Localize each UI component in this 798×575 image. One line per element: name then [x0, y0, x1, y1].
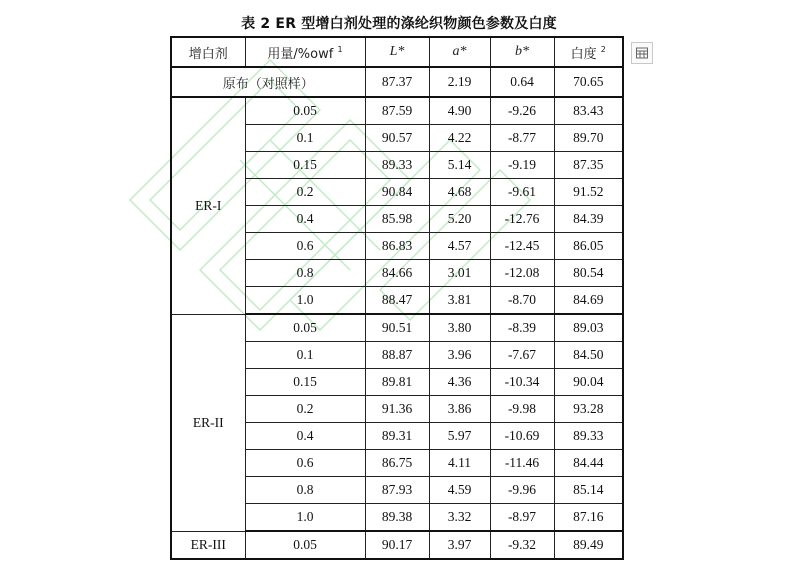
baseline-whiteness: 70.65: [554, 67, 623, 97]
table-title: 表 2 ER 型增白剂处理的涤纶织物颜色参数及白度: [241, 16, 557, 32]
cell-b: -10.34: [490, 369, 554, 396]
cell-dose: 0.05: [245, 531, 365, 559]
cell-a: 3.86: [429, 396, 490, 423]
header-agent: 增白剂: [171, 37, 245, 67]
header-whiteness: 白度 $^2$: [554, 37, 623, 67]
cell-dose: 1.0: [245, 504, 365, 532]
cell-a: 5.20: [429, 206, 490, 233]
cell-L: 90.57: [365, 125, 429, 152]
cell-w: 89.33: [554, 423, 623, 450]
cell-w: 93.28: [554, 396, 623, 423]
cell-dose: 0.2: [245, 179, 365, 206]
cell-L: 89.31: [365, 423, 429, 450]
cell-b: -12.76: [490, 206, 554, 233]
cell-a: 3.01: [429, 260, 490, 287]
cell-b: -10.69: [490, 423, 554, 450]
cell-dose: 1.0: [245, 287, 365, 315]
cell-b: -12.45: [490, 233, 554, 260]
cell-w: 80.54: [554, 260, 623, 287]
cell-L: 88.87: [365, 342, 429, 369]
cell-L: 89.81: [365, 369, 429, 396]
baseline-a: 2.19: [429, 67, 490, 97]
group-label: ER-I: [171, 97, 245, 314]
cell-b: -9.19: [490, 152, 554, 179]
baseline-b: 0.64: [490, 67, 554, 97]
cell-w: 84.69: [554, 287, 623, 315]
cell-dose: 0.05: [245, 97, 365, 125]
cell-w: 90.04: [554, 369, 623, 396]
cell-dose: 0.8: [245, 477, 365, 504]
cell-w: 87.35: [554, 152, 623, 179]
group-label: ER-III: [171, 531, 245, 559]
baseline-row: [171, 67, 623, 97]
cell-L: 87.93: [365, 477, 429, 504]
cell-a: 4.57: [429, 233, 490, 260]
cell-dose: 0.4: [245, 423, 365, 450]
cell-w: 85.14: [554, 477, 623, 504]
cell-b: -11.46: [490, 450, 554, 477]
cell-b: -9.32: [490, 531, 554, 559]
cell-a: 3.81: [429, 287, 490, 315]
cell-L: 89.38: [365, 504, 429, 532]
cell-a: 3.97: [429, 531, 490, 559]
cell-w: 84.39: [554, 206, 623, 233]
cell-b: -8.39: [490, 314, 554, 342]
cell-a: 5.97: [429, 423, 490, 450]
cell-L: 90.17: [365, 531, 429, 559]
cell-b: -8.97: [490, 504, 554, 532]
cell-w: 84.44: [554, 450, 623, 477]
cell-dose: 0.4: [245, 206, 365, 233]
cell-b: -9.96: [490, 477, 554, 504]
cell-w: 83.43: [554, 97, 623, 125]
cell-w: 89.03: [554, 314, 623, 342]
cell-w: 87.16: [554, 504, 623, 532]
header-L: L*: [365, 37, 429, 67]
cell-w: 91.52: [554, 179, 623, 206]
cell-dose: 0.1: [245, 125, 365, 152]
color-parameters-table: [170, 36, 624, 560]
cell-dose: 0.1: [245, 342, 365, 369]
cell-dose: 0.2: [245, 396, 365, 423]
cell-a: 4.59: [429, 477, 490, 504]
table-header-row: [171, 37, 623, 67]
table-view-icon[interactable]: [631, 42, 653, 64]
cell-a: 3.96: [429, 342, 490, 369]
cell-dose: 0.15: [245, 369, 365, 396]
baseline-label: 原布（对照样）: [171, 67, 365, 97]
cell-L: 86.75: [365, 450, 429, 477]
cell-dose: 0.05: [245, 314, 365, 342]
cell-dose: 0.8: [245, 260, 365, 287]
cell-b: -8.70: [490, 287, 554, 315]
table-row: [171, 531, 623, 559]
table-row: [171, 97, 623, 125]
cell-a: 4.11: [429, 450, 490, 477]
cell-a: 3.80: [429, 314, 490, 342]
cell-a: 4.36: [429, 369, 490, 396]
table-row: [171, 314, 623, 342]
cell-b: -9.61: [490, 179, 554, 206]
cell-dose: 0.15: [245, 152, 365, 179]
cell-L: 90.84: [365, 179, 429, 206]
cell-w: 86.05: [554, 233, 623, 260]
cell-a: 4.22: [429, 125, 490, 152]
cell-L: 89.33: [365, 152, 429, 179]
cell-L: 85.98: [365, 206, 429, 233]
cell-L: 86.83: [365, 233, 429, 260]
cell-w: 89.49: [554, 531, 623, 559]
cell-b: -8.77: [490, 125, 554, 152]
cell-b: -9.26: [490, 97, 554, 125]
cell-L: 87.59: [365, 97, 429, 125]
header-a: a*: [429, 37, 490, 67]
cell-a: 5.14: [429, 152, 490, 179]
baseline-L: 87.37: [365, 67, 429, 97]
cell-a: 3.32: [429, 504, 490, 532]
header-b: b*: [490, 37, 554, 67]
cell-dose: 0.6: [245, 450, 365, 477]
cell-a: 4.68: [429, 179, 490, 206]
cell-L: 90.51: [365, 314, 429, 342]
cell-w: 84.50: [554, 342, 623, 369]
cell-b: -7.67: [490, 342, 554, 369]
cell-L: 91.36: [365, 396, 429, 423]
cell-L: 88.47: [365, 287, 429, 315]
cell-dose: 0.6: [245, 233, 365, 260]
group-label: ER-II: [171, 314, 245, 531]
cell-L: 84.66: [365, 260, 429, 287]
cell-a: 4.90: [429, 97, 490, 125]
cell-b: -12.08: [490, 260, 554, 287]
cell-b: -9.98: [490, 396, 554, 423]
cell-w: 89.70: [554, 125, 623, 152]
header-dosage: 用量/%owf $^1$: [245, 37, 365, 67]
